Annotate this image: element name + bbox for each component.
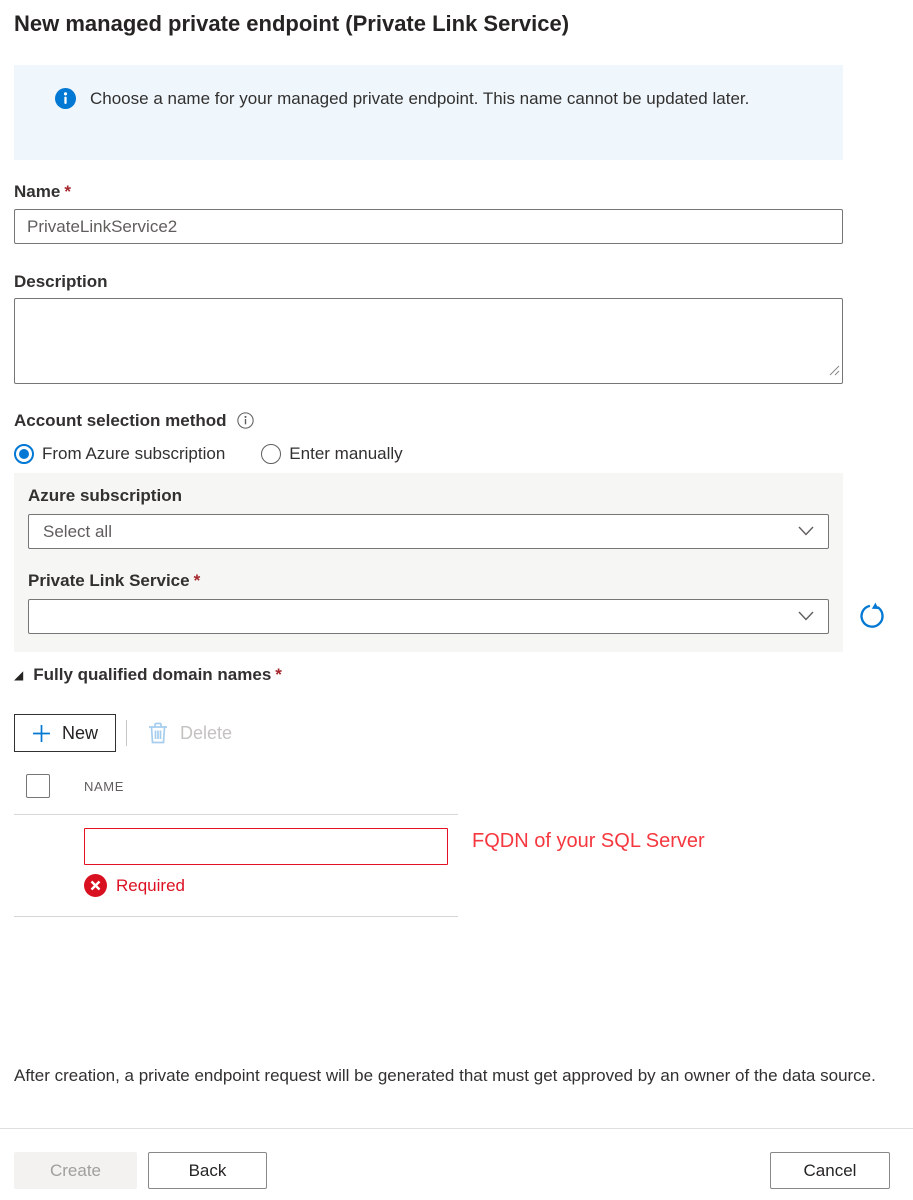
- delete-button[interactable]: [140, 722, 240, 744]
- radio-label: Enter manually: [289, 444, 403, 463]
- radio-label: From Azure subscription: [42, 444, 226, 463]
- info-banner: [14, 65, 843, 160]
- info-icon: [55, 88, 76, 142]
- name-input[interactable]: [14, 209, 843, 244]
- toolbar-separator: [126, 720, 127, 746]
- chevron-down-icon: [798, 608, 814, 626]
- fqdn-table-row: [14, 815, 913, 897]
- expand-triangle-icon: ◢: [14, 668, 24, 682]
- name-column-header: NAME: [84, 778, 124, 794]
- account-selection-label-row: [14, 410, 913, 431]
- required-asterisk: *: [275, 665, 282, 684]
- description-label: Description: [14, 272, 108, 291]
- radio-from-azure-subscription[interactable]: [14, 444, 225, 464]
- table-row-divider: [14, 916, 458, 917]
- description-field-wrap: [14, 298, 843, 384]
- fqdn-toolbar: [14, 714, 913, 752]
- private-link-service-row: [28, 570, 829, 634]
- delete-button-label: Delete: [180, 722, 233, 743]
- radio-selected-icon: [14, 444, 34, 464]
- validation-error: [84, 874, 913, 897]
- fqdn-annotation: FQDN of your SQL Server: [472, 830, 705, 852]
- fqdn-table-header: [14, 774, 913, 798]
- trash-icon: [148, 722, 168, 744]
- dropdown-value: Select all: [43, 521, 112, 541]
- page-title: New managed private endpoint (Private Link Service): [14, 11, 570, 36]
- back-button[interactable]: Back: [148, 1152, 267, 1189]
- footer-buttons: [0, 1152, 913, 1189]
- name-label: Name *: [14, 182, 71, 201]
- fqdn-value-input[interactable]: [84, 828, 448, 865]
- error-x-icon: [84, 874, 107, 897]
- error-message: Required: [116, 875, 185, 895]
- new-button-label: New: [62, 722, 99, 743]
- private-link-service-label: Private Link Service *: [28, 571, 201, 590]
- refresh-icon: [858, 602, 886, 630]
- subscription-panel: [14, 473, 843, 652]
- account-selection-radio-group: [14, 444, 913, 464]
- radio-unselected-icon: [261, 444, 281, 464]
- plus-icon: [32, 724, 51, 743]
- azure-subscription-dropdown[interactable]: [28, 514, 829, 549]
- account-selection-label: Account selection method: [14, 411, 227, 430]
- chevron-down-icon: [798, 523, 814, 541]
- description-input[interactable]: [14, 298, 843, 384]
- fqdn-section-header[interactable]: [14, 665, 913, 685]
- info-tooltip-icon[interactable]: [237, 412, 254, 429]
- new-button[interactable]: [14, 714, 116, 752]
- required-asterisk: *: [64, 182, 71, 201]
- fqdn-section-label: Fully qualified domain names *: [33, 665, 282, 684]
- required-asterisk: *: [193, 571, 201, 590]
- refresh-button[interactable]: [857, 601, 887, 631]
- cancel-button[interactable]: Cancel: [770, 1152, 890, 1189]
- private-link-service-dropdown[interactable]: [28, 599, 829, 634]
- footer-divider: [0, 1128, 913, 1129]
- azure-subscription-label: Azure subscription: [28, 486, 182, 505]
- select-all-checkbox[interactable]: [26, 774, 50, 798]
- radio-enter-manually[interactable]: [261, 444, 402, 464]
- resize-handle-icon[interactable]: [829, 363, 840, 381]
- footer-note: After creation, a private endpoint request will be generated that must get approved by an owner of the data source.: [14, 1066, 876, 1085]
- banner-message: Choose a name for your managed private endpoint. This name cannot be updated later.: [90, 89, 750, 108]
- create-button[interactable]: Create: [14, 1152, 137, 1189]
